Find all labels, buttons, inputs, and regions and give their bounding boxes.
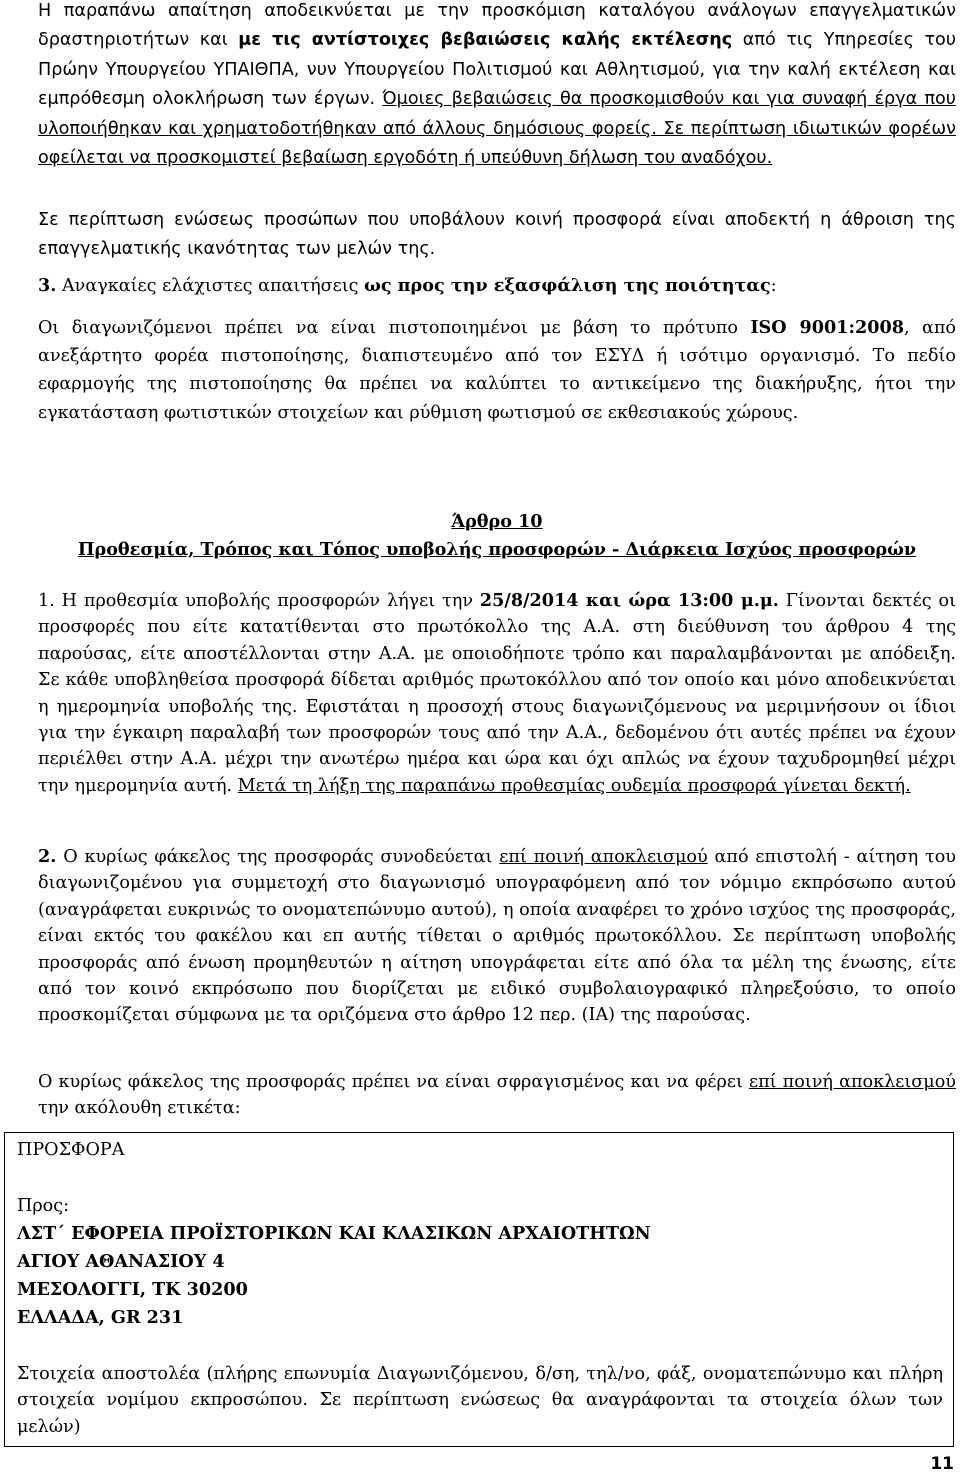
label-sender-info: Στοιχεία αποστολέα (πλήρης επωνυμία Διαγωνιζόμενου, δ/ση, τηλ/νο, φάξ, ονοματεπώνυμο και πλήρη στοιχεία νομίμου εκπροσώπου. Σε περίπτωση ενώσεως θα αναγράφονται τα στοιχεία όλων των μελών) <box>17 1364 943 1437</box>
label-recipient-prefix: Προς: <box>17 1196 70 1216</box>
paragraph-deadline: 1. Η προθεσμία υποβολής προσφορών λήγει την 25/8/2014 και ώρα 13:00 μ.μ. Γίνονται δεκτές οι προσφορές που είτε κατατίθενται στο πρωτόκολλο της Α.Α. στη διεύθυνση του άρθρου 4 της παρούσας, είτε αποστέλλονται στην Α.Α. με οποιοδήποτε τρόπο και παραλαμβάνονται με απόδειξη. Σε κάθε υποβληθείσα προσφορά δίδεται αριθμός πρωτοκόλλου από τον οποίο και μόνο αποδεικνύεται η ημερομηνία υποβολής της. Εφιστάται η προσοχή στους διαγωνιζόμενους να μεριμνήσουν οι ίδιοι για την έγκαιρη παραλαβή των προσφορών τους από την Α.Α., δεδομένου ότι αυτές πρέπει να έχουν περιέλθει στην Α.Α. μέχρι την ανωτέρω ημέρα και ώρα και όχι απλώς να έχουν ταχυδρομηθεί μέχρι την ημερομηνία αυτή. Μετά τη λήξη της παραπάνω προθεσμίας ουδεμία προσφορά γίνεται δεκτή. <box>38 590 956 796</box>
article-subtitle: Προθεσμία, Τρόπος και Τόπος υποβολής προσφορών - Διάρκεια Ισχύος προσφορών <box>77 539 917 560</box>
label-address-line: ΜΕΣΟΛΟΓΓΙ, ΤΚ 30200 <box>17 1279 248 1300</box>
envelope-label-box <box>4 1132 954 1447</box>
page-number: 11 <box>930 1454 954 1474</box>
label-address-line: ΕΛΛΑΔΑ, GR 231 <box>17 1307 184 1328</box>
paragraph-sealed-label: Ο κυρίως φάκελος της προσφοράς πρέπει να είναι σφραγισμένος και να φέρει επί ποινή αποκλεισμού την ακόλουθη ετικέτα: <box>38 1072 956 1119</box>
label-address-line: ΛΣΤ΄ ΕΦΟΡΕΙΑ ΠΡΟΪΣΤΟΡΙΚΩΝ ΚΑΙ ΚΛΑΣΙΚΩΝ ΑΡΧΑΙΟΤΗΤΩΝ <box>17 1223 651 1244</box>
article-heading: Άρθρο 10 <box>451 511 543 532</box>
label-title: ΠΡΟΣΦΟΡΑ <box>17 1140 125 1160</box>
paragraph-joint-venture: Σε περίπτωση ενώσεως προσώπων που υποβάλουν κοινή προσφορά είναι αποδεκτή η άθροιση της επαγγελματικής ικανότητας των μελών της. <box>38 210 956 260</box>
paragraph-envelope: 2. Ο κυρίως φάκελος της προσφοράς συνοδεύεται επί ποινή αποκλεισμού από επιστολή - αίτηση του διαγωνιζομένου για συμμετοχή στο διαγωνισμό υπογραφόμενη από τον νόμιμο εκπρόσωπο αυτού (αναγράφεται ευκρινώς το ονοματεπώνυμο αυτού), η οποία αναφέρει το χρόνο ισχύος της προσφοράς, είναι εκτός του φακέλου και επ αυτής τίθεται ο αριθμός πρωτοκόλλου. Σε περίπτωση υποβολής προσφοράς από ένωση προμηθευτών η αίτηση υπογράφεται είτε από όλα τα μέλη της ένωσης, είτε από τον κοινό εκπρόσωπο που διορίζεται με ειδικό συμβολαιογραφικό πληρεξούσιο, το οποίο προσκομίζεται σύμφωνα με τα οριζόμενα στο άρθρο 12 περ. (ΙΑ) της παρούσας. <box>38 846 957 1026</box>
paragraph-references: Η παραπάνω απαίτηση αποδεικνύεται με την προσκόμιση καταλόγου ανάλογων επαγγελματικών δραστηριοτήτων και με τις αντίστοιχες βεβαιώσεις καλής εκτέλεσης από τις Υπηρεσίες του Πρώην Υπουργείου ΥΠΑΙΘΠΑ, νυν Υπουργείου Πολιτισμού και Αθλητισμού, για την καλή εκτέλεση και εμπρόθεσμη ολοκλήρωση των έργων. Όμοιες βεβαιώσεις θα προσκομισθούν και για συναφή έργα που υλοποιήθηκαν και χρηματοδοτήθηκαν από άλλους δημόσιους φορείς. Σε περίπτωση ιδιωτικών φορέων οφείλεται να προσκομιστεί βεβαίωση εργοδότη ή υπεύθυνη δήλωση του αναδόχου. <box>38 1 957 169</box>
paragraph-iso: Οι διαγωνιζόμενοι πρέπει να είναι πιστοποιημένοι με βάση το πρότυπο ISO 9001:2008, από ανεξάρτητο φορέα πιστοποίησης, διαπιστευμένο από τον ΕΣΥΔ ή ισότιμο οργανισμό. Το πεδίο εφαρμογής της πιστοποίησης θα πρέπει να καλύπτει το αντικείμενο της διακήρυξης, ήτοι την εγκατάσταση φωτιστικών στοιχείων και ρύθμιση φωτισμού σε εκθεσιακούς χώρους. <box>38 317 956 423</box>
label-address-line: ΑΓΙΟΥ ΑΘΑΝΑΣΙΟΥ 4 <box>17 1251 225 1272</box>
paragraph-quality-heading: 3. Αναγκαίες ελάχιστες απαιτήσεις ως προς την εξασφάλιση της ποιότητας: <box>38 275 777 296</box>
